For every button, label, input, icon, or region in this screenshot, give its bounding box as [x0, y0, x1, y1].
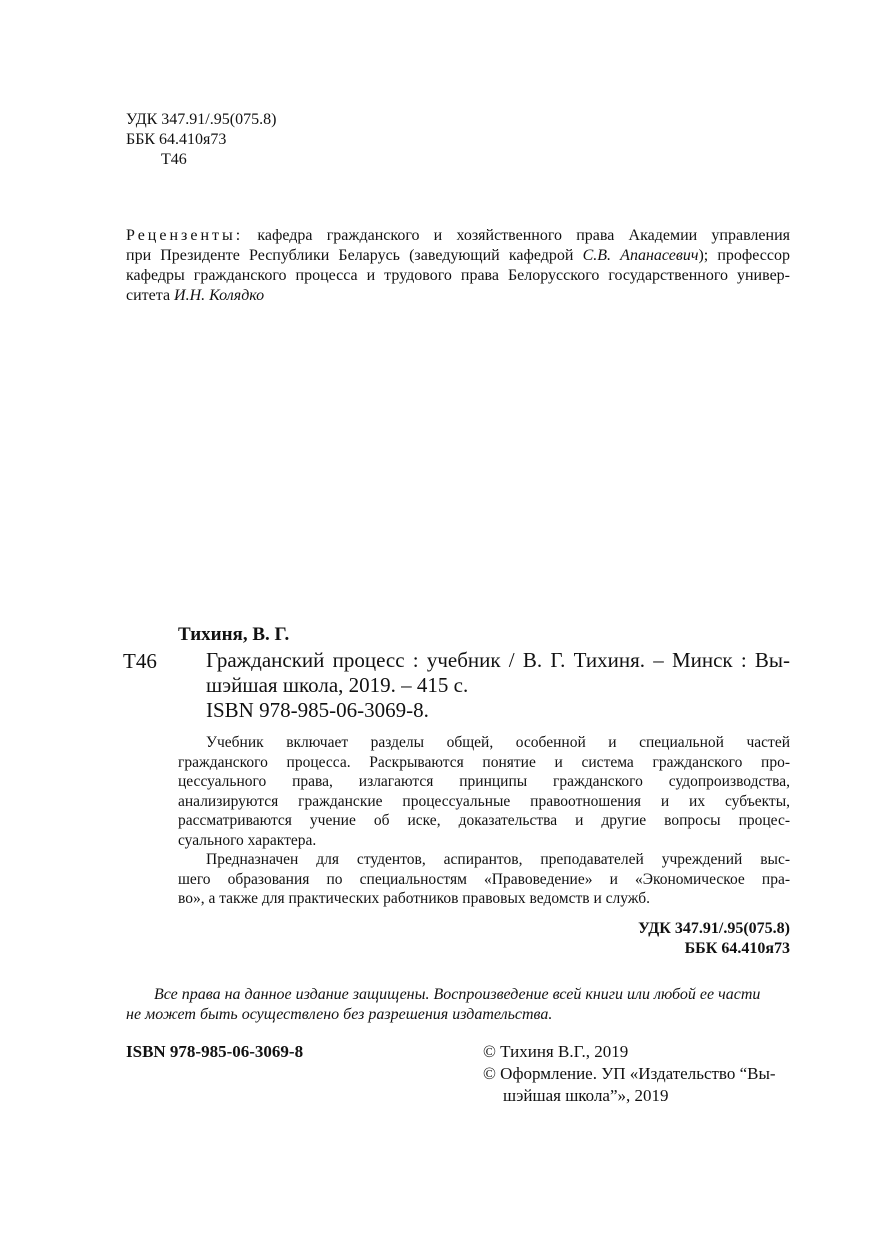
- annotation-line-1: Учебник включает разделы общей, особенной и специальной частей: [206, 734, 790, 751]
- reviewers-line-1: кафедра гражданского и хозяйственного права Академии управления: [257, 227, 790, 244]
- reviewers-block: [126, 226, 790, 306]
- bibliographic-description: [206, 648, 790, 723]
- copyright-design-cont: шэйшая школа”», 2019: [503, 1086, 669, 1105]
- reviewers-line-3: кафедры гражданского процесса и трудового права Белорусского государственного универ-: [126, 267, 790, 284]
- reviewer-head-name: С.В. Апанасевич: [582, 247, 699, 264]
- author-heading: Тихиня, В. Г.: [178, 624, 290, 645]
- record-author-mark: Т46: [123, 649, 157, 673]
- bbk-code-bottom: ББК 64.410я73: [684, 940, 790, 957]
- isbn: ISBN 978-985-06-3069-8: [126, 1042, 304, 1061]
- reviewer-professor-name: И.Н. Колядко: [174, 287, 265, 304]
- classification-codes-bottom: [638, 919, 790, 959]
- annotation-line-3: цессуального права, излагаются принципы гражданского судопроизводства,: [178, 773, 790, 790]
- reviewers-line-4: ситета: [126, 287, 171, 304]
- bib-line-1: Гражданский процесс : учебник / В. Г. Тихиня. – Минск : Вы-: [206, 648, 790, 672]
- annotation-line-4: анализируются гражданские процессуальные правоотношения и их субъекты,: [178, 792, 790, 810]
- author-mark: Т46: [161, 151, 187, 168]
- annotation-line-5: рассматриваются учение об иске, доказательства и другие вопросы процес-: [178, 812, 790, 829]
- classification-codes-top: [126, 110, 276, 170]
- annotation-line-6: суального характера.: [178, 831, 317, 849]
- reviewers-label: Рецензенты:: [126, 227, 244, 244]
- copyright-block: [483, 1041, 790, 1107]
- reviewers-line-2: при Президенте Республики Беларусь (заведующий кафедрой: [126, 247, 574, 264]
- copyright-author: © Тихиня В.Г., 2019: [483, 1042, 629, 1061]
- bbk-code: ББК 64.410я73: [126, 131, 227, 148]
- reviewers-line-2-tail: ); профессор: [698, 247, 791, 264]
- udc-code: УДК 347.91/.95(075.8): [126, 111, 277, 128]
- copyright-design: © Оформление. УП «Издательство “Вы-: [483, 1064, 776, 1083]
- rights-notice: [126, 985, 790, 1025]
- rights-line-1: Все права на данное издание защищены. Воспроизведение всей книги или любой ее части: [154, 986, 761, 1003]
- annotation: [178, 733, 790, 909]
- udc-code-bottom: УДК 347.91/.95(075.8): [638, 920, 790, 937]
- annotation-line-8: шего образования по специальностям «Правоведение» и «Экономическое пра-: [178, 870, 790, 888]
- annotation-line-7: Предназначен для студентов, аспирантов, преподавателей учреждений выс-: [206, 851, 790, 868]
- rights-line-2: не может быть осуществлено без разрешения издательства.: [126, 1006, 553, 1023]
- bib-isbn: ISBN 978-985-06-3069-8.: [206, 698, 429, 722]
- annotation-line-9: во», а также для практических работников правовых ведомств и служб.: [178, 890, 651, 907]
- annotation-line-2: гражданского процесса. Раскрываются понятие и система гражданского про-: [178, 753, 790, 771]
- bib-line-2: шэйшая школа, 2019. – 415 с.: [206, 673, 469, 697]
